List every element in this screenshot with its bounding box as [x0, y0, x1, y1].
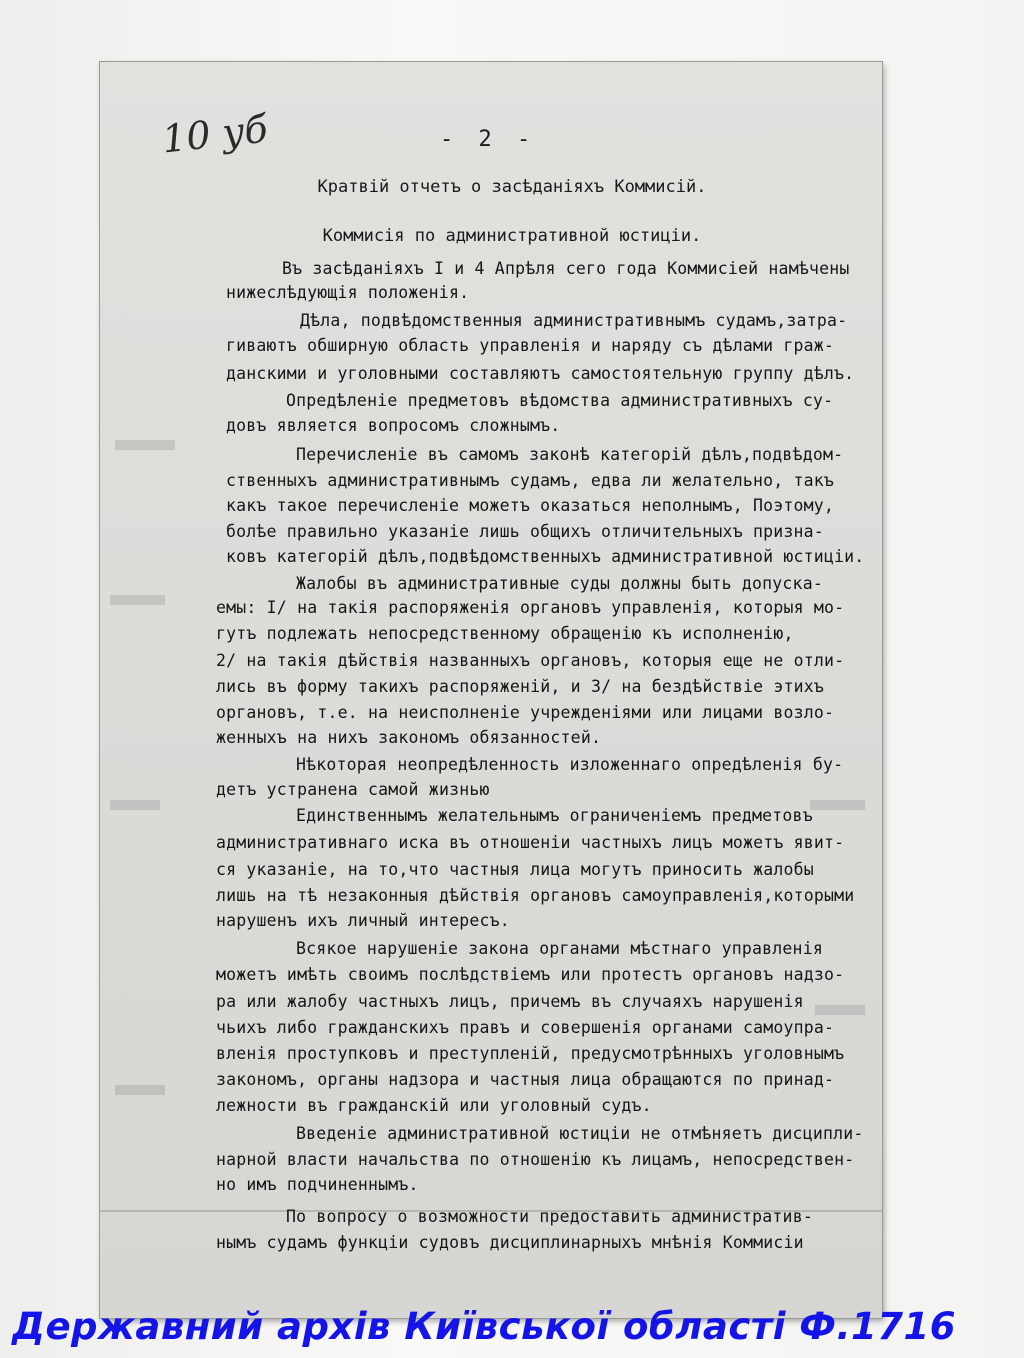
bleed-through-mark	[115, 440, 175, 450]
text-line: данскими и уголовными составляютъ самостоятельную группу дѣлъ.	[226, 364, 855, 383]
text-line: детъ устранена самой жизнью	[216, 780, 490, 799]
text-line: ственныхъ административнымъ судамъ, едва ли желательно, такъ	[226, 471, 835, 490]
text-line: Опредѣленіе предметовъ вѣдомства административныхъ су-	[286, 391, 834, 410]
text-line: Жалобы въ административные суды должны быть допуска-	[296, 574, 823, 593]
text-line: лись въ форму такихъ распоряженій, и 3/ на бездѣйствіе этихъ	[216, 677, 825, 696]
text-line: Всякое нарушеніе закона органами мѣстнаго управленія	[296, 939, 823, 958]
document-subtitle: Коммисія по административной юстиціи.	[322, 226, 702, 246]
text-line: ковъ категорій дѣлъ,подвѣдомственныхъ административной юстиціи.	[226, 547, 865, 566]
text-line: 2/ на такія дѣйствія названныхъ органовъ, которыя еще не отли-	[216, 651, 845, 670]
text-line: Перечисленіе въ самомъ законѣ категорій дѣлъ,подвѣдом-	[296, 445, 844, 464]
text-line: ся указаніе, на то,что частныя лица могутъ приносить жалобы	[216, 860, 814, 879]
text-line: гутъ подлежать непосредственному обращенію къ исполненію,	[216, 624, 794, 643]
text-line: нымъ судамъ функціи судовъ дисциплинарныхъ мнѣнія Коммисіи	[216, 1233, 804, 1252]
text-line: но имъ подчиненнымъ.	[216, 1175, 419, 1194]
bleed-through-mark	[810, 800, 865, 810]
text-line: Въ засѣданіяхъ I и 4 Апрѣля сего года Коммисіей намѣчены	[282, 259, 850, 278]
bleed-through-mark	[110, 595, 165, 605]
archive-watermark: Державний архів Київської області Ф.1716	[12, 1305, 957, 1348]
text-line: закономъ, органы надзора и частныя лица обращаются по принад-	[216, 1070, 835, 1089]
text-line: нижеслѣдующія положенія.	[226, 283, 470, 302]
text-line: Единственнымъ желательнымъ ограниченіемъ предметовъ	[296, 806, 813, 825]
text-line: лишь на тѣ незаконныя дѣйствія органовъ самоуправленія,которыми	[216, 886, 855, 905]
text-line: нарной власти начальства по отношенію къ лицамъ, непосредствен-	[216, 1150, 855, 1169]
document-title: Кратвій отчетъ о засѣданіяхъ Коммисій.	[317, 177, 707, 197]
text-line: емы: I/ на такія распоряженія органовъ управленія, которыя мо-	[216, 598, 845, 617]
text-line: какъ такое перечисленіе можетъ оказаться неполнымъ, Поэтому,	[226, 496, 835, 515]
handwritten-annotation: 10 уб	[159, 106, 270, 162]
text-line: лежности въ гражданскій или уголовный судъ.	[216, 1096, 652, 1115]
text-line: По вопросу о возможности предоставить административ-	[286, 1207, 813, 1226]
text-line: женныхъ на нихъ закономъ обязанностей.	[216, 728, 602, 747]
text-line: нарушенъ ихъ личный интересъ.	[216, 911, 510, 930]
bleed-through-mark	[110, 800, 160, 810]
text-line: ра или жалобу частныхъ лицъ, причемъ въ случаяхъ нарушенія	[216, 992, 804, 1011]
text-line: Нѣкоторая неопредѣленность изложеннаго опредѣленія бу-	[296, 755, 844, 774]
text-line: органовъ, т.е. на неисполненіе учрежденіями или лицами возло-	[216, 703, 835, 722]
text-line: административнаго иска въ отношеніи частныхъ лицъ можетъ явит-	[216, 833, 845, 852]
page-number: - 2 -	[440, 127, 537, 152]
text-line: вленія проступковъ и преступленій, предусмотрѣнныхъ уголовнымъ	[216, 1044, 845, 1063]
text-line: чьихъ либо гражданскихъ правъ и совершенія органами самоупра-	[216, 1018, 835, 1037]
text-line: довъ является вопросомъ сложнымъ.	[226, 416, 561, 435]
text-line: гиваютъ обширную область управленія и наряду съ дѣлами граж-	[226, 336, 835, 355]
text-line: можетъ имѣть своимъ послѣдствіемъ или протестъ органовъ надзо-	[216, 965, 845, 984]
text-line: болѣе правильно указаніе лишь общихъ отличительныхъ призна-	[226, 522, 824, 541]
bleed-through-mark	[815, 1005, 865, 1015]
bleed-through-mark	[115, 1085, 165, 1095]
text-line: Дѣла, подвѣдомственныя административнымъ судамъ,затра-	[300, 311, 848, 330]
text-line: Введеніе административной юстиціи не отмѣняетъ дисципли-	[296, 1124, 864, 1143]
